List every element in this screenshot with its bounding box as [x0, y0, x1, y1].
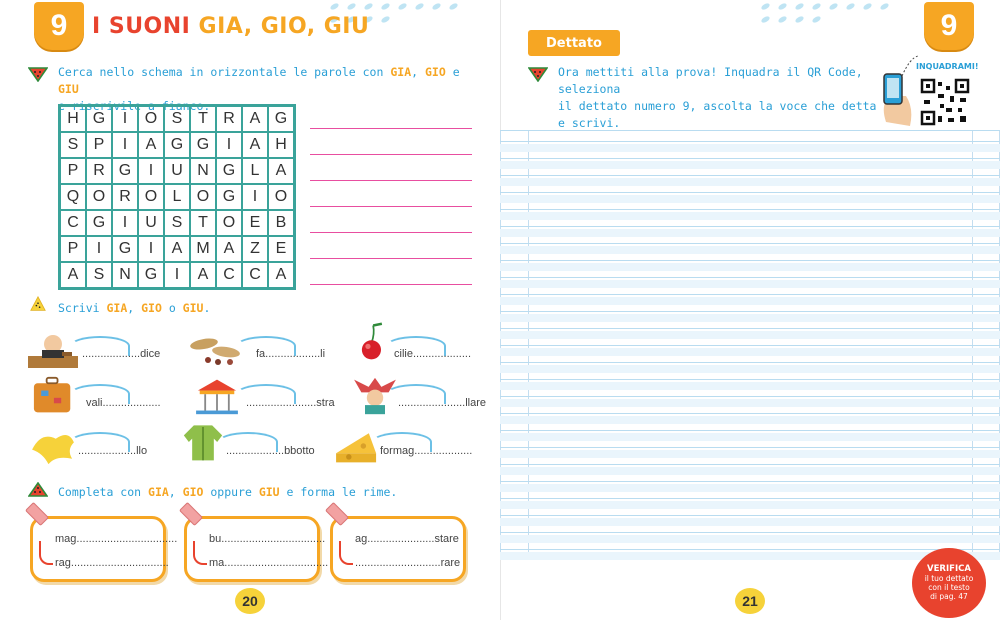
- grid-cell[interactable]: O: [268, 184, 294, 210]
- grid-cell[interactable]: I: [112, 106, 138, 132]
- ex1-text-a: Cerca nello schema in orizzontale le parole con: [58, 65, 391, 79]
- grid-cell[interactable]: C: [60, 210, 86, 236]
- word-search-grid: [58, 104, 296, 290]
- grid-cell[interactable]: I: [138, 158, 164, 184]
- fill-blank-5[interactable]: .......................stra: [246, 397, 335, 409]
- fill-blank-6[interactable]: ......................llare: [398, 397, 487, 409]
- rhyme-arrow: [193, 541, 207, 565]
- writing-band: [500, 331, 1000, 339]
- grid-cell[interactable]: R: [112, 184, 138, 210]
- rhyme-line-a[interactable]: ag......................stare: [355, 533, 459, 545]
- answer-line[interactable]: [310, 284, 472, 285]
- grid-cell[interactable]: L: [164, 184, 190, 210]
- answer-line[interactable]: [310, 154, 472, 155]
- writing-band: [500, 314, 1000, 322]
- rhyme-line-b[interactable]: ............................rare: [355, 557, 461, 569]
- rhyme-box-1: [30, 516, 178, 582]
- instructions-line-2: il dettato numero 9, ascolta la voce che detta e scrivi.: [558, 99, 877, 130]
- writing-band: [500, 263, 1000, 271]
- ex3-prefix: Completa con: [58, 485, 149, 499]
- watermelon-icon: [28, 66, 48, 82]
- fill-blank-9[interactable]: formag...................: [380, 445, 473, 457]
- fill-blank-4[interactable]: vali...................: [86, 397, 161, 409]
- grid-cell[interactable]: O: [190, 184, 216, 210]
- grid-cell[interactable]: A: [138, 132, 164, 158]
- fill-blank-8[interactable]: ...................bbotto: [226, 445, 315, 457]
- exercise-2-instructions: [58, 300, 210, 317]
- grid-cell[interactable]: I: [112, 210, 138, 236]
- ex3-k1: GIA: [148, 485, 169, 499]
- writing-band: [500, 246, 1000, 254]
- writing-line: [500, 362, 1000, 363]
- writing-line: [500, 430, 1000, 431]
- ex1-sep1: ,: [411, 65, 425, 79]
- writing-band: [500, 212, 1000, 220]
- grid-cell[interactable]: E: [268, 236, 294, 262]
- grid-cell[interactable]: R: [86, 158, 112, 184]
- grid-cell[interactable]: A: [242, 106, 268, 132]
- writing-line: [500, 379, 1000, 380]
- ex2-k3: GIU: [182, 301, 204, 315]
- rhyme-line-a[interactable]: bu..................................: [209, 533, 326, 545]
- grid-cell[interactable]: P: [60, 158, 86, 184]
- writing-band: [500, 535, 1000, 543]
- fill-blank-7[interactable]: ...................llo: [78, 445, 148, 457]
- grid-cell[interactable]: G: [112, 158, 138, 184]
- ex1-k1: GIA: [390, 65, 412, 79]
- grid-cell[interactable]: A: [268, 262, 294, 288]
- grid-cell[interactable]: B: [268, 210, 294, 236]
- grid-cell[interactable]: U: [138, 210, 164, 236]
- writing-line: [500, 294, 1000, 295]
- chapter-number-badge: 9: [34, 2, 84, 50]
- grid-cell[interactable]: N: [112, 262, 138, 288]
- grid-cell[interactable]: A: [242, 132, 268, 158]
- writing-line: [500, 209, 1000, 210]
- title-highlight: GIA, GIO, GIU: [198, 14, 370, 39]
- writing-band: [500, 433, 1000, 441]
- writing-band: [500, 229, 1000, 237]
- writing-line: [500, 277, 1000, 278]
- grid-cell[interactable]: G: [164, 132, 190, 158]
- grid-cell[interactable]: S: [164, 106, 190, 132]
- grid-cell[interactable]: P: [60, 236, 86, 262]
- writing-line: [500, 243, 1000, 244]
- grid-cell[interactable]: E: [242, 210, 268, 236]
- answer-line[interactable]: [310, 206, 472, 207]
- writing-band: [500, 382, 1000, 390]
- writing-line: [500, 481, 1000, 482]
- writing-line: [500, 328, 1000, 329]
- grid-cell[interactable]: A: [190, 262, 216, 288]
- grid-cell[interactable]: N: [190, 158, 216, 184]
- ex3-k3: GIU: [258, 485, 280, 499]
- grid-cell[interactable]: I: [138, 236, 164, 262]
- grid-cell[interactable]: Z: [242, 236, 268, 262]
- ex2-k2: GIO: [141, 301, 162, 315]
- writing-line: [500, 532, 1000, 533]
- grid-cell[interactable]: R: [216, 106, 242, 132]
- grid-cell[interactable]: I: [216, 132, 242, 158]
- ex3-suffix: e forma le rime.: [279, 485, 398, 499]
- rhyme-line-b[interactable]: rag................................: [55, 557, 169, 569]
- answer-line[interactable]: [310, 258, 472, 259]
- page-number: 20: [235, 588, 265, 614]
- page-number: 21: [735, 588, 765, 614]
- grid-cell[interactable]: G: [86, 106, 112, 132]
- title-prefix: I SUONI: [92, 14, 191, 39]
- grid-cell[interactable]: P: [86, 132, 112, 158]
- grid-cell[interactable]: G: [86, 210, 112, 236]
- verify-badge: [912, 548, 986, 618]
- writing-line: [500, 447, 1000, 448]
- instructions-line-1: Ora mettiti alla prova! Inquadra il QR Code, seleziona: [558, 65, 863, 96]
- ex1-line2: e riscrivile a fianco.: [58, 99, 211, 113]
- grid-cell[interactable]: C: [242, 262, 268, 288]
- beans-icon: [188, 330, 242, 370]
- grid-cell[interactable]: H: [268, 132, 294, 158]
- grid-cell[interactable]: H: [60, 106, 86, 132]
- grid-cell[interactable]: S: [164, 210, 190, 236]
- grid-cell[interactable]: G: [190, 132, 216, 158]
- watermelon-icon: [28, 482, 48, 498]
- qr-label: INQUADRAMI!: [916, 62, 979, 71]
- rhyme-line-a[interactable]: mag.................................: [55, 533, 178, 545]
- grid-cell[interactable]: A: [164, 236, 190, 262]
- writing-line: [500, 260, 1000, 261]
- grid-cell[interactable]: G: [216, 184, 242, 210]
- grid-cell[interactable]: I: [86, 236, 112, 262]
- writing-band: [500, 450, 1000, 458]
- grid-cell[interactable]: O: [138, 106, 164, 132]
- grid-cell[interactable]: A: [216, 236, 242, 262]
- answer-line[interactable]: [310, 128, 472, 129]
- grid-cell[interactable]: G: [216, 158, 242, 184]
- grid-cell[interactable]: I: [164, 262, 190, 288]
- grid-cell[interactable]: A: [60, 262, 86, 288]
- writing-band: [500, 178, 1000, 186]
- writing-band: [500, 416, 1000, 424]
- writing-line: [500, 311, 1000, 312]
- grid-cell[interactable]: G: [112, 236, 138, 262]
- answer-line[interactable]: [310, 232, 472, 233]
- writing-line: [500, 498, 1000, 499]
- qr-code-icon[interactable]: [920, 78, 970, 126]
- grid-cell[interactable]: C: [216, 262, 242, 288]
- ex2-sep2: o: [161, 301, 183, 315]
- ex3-sep1: ,: [168, 485, 183, 499]
- writing-line: [500, 141, 1000, 142]
- watermelon-icon: [528, 66, 548, 82]
- chapter-number-badge: 9: [924, 2, 974, 50]
- writing-line: [500, 158, 1000, 159]
- ex2-sep1: ,: [127, 301, 142, 315]
- rhyme-box-3: [330, 516, 466, 582]
- writing-line: [500, 464, 1000, 465]
- writing-band: [500, 297, 1000, 305]
- grid-cell[interactable]: T: [190, 106, 216, 132]
- grid-cell[interactable]: O: [216, 210, 242, 236]
- grid-cell[interactable]: S: [60, 132, 86, 158]
- writing-band: [500, 195, 1000, 203]
- rhyme-arrow: [339, 541, 353, 565]
- ex1-sep2: e: [445, 65, 460, 79]
- grid-cell[interactable]: G: [138, 262, 164, 288]
- grid-cell[interactable]: O: [86, 184, 112, 210]
- decorative-drops: [761, 4, 901, 22]
- fill-blank-3[interactable]: cilie...................: [394, 348, 472, 360]
- dictation-instructions: [558, 64, 878, 132]
- writing-band: [500, 518, 1000, 526]
- ex1-k3: GIU: [58, 82, 79, 96]
- writing-line: [500, 175, 1000, 176]
- ex2-k1: GIA: [106, 301, 128, 315]
- grid-cell[interactable]: U: [164, 158, 190, 184]
- ex3-k2: GIO: [182, 485, 204, 499]
- writing-band: [500, 144, 1000, 152]
- writing-line: [500, 549, 1000, 550]
- grid-cell[interactable]: I: [112, 132, 138, 158]
- dettato-tag: Dettato: [528, 30, 620, 56]
- exercise-3-instructions: [58, 484, 397, 501]
- grid-cell[interactable]: T: [190, 210, 216, 236]
- grid-cell[interactable]: O: [138, 184, 164, 210]
- lemon-slice-icon: [28, 296, 48, 312]
- chapter-title: [92, 14, 369, 39]
- verify-line-3: di pag. 47: [930, 592, 968, 601]
- writing-band: [500, 399, 1000, 407]
- writing-band: [500, 365, 1000, 373]
- grid-cell[interactable]: Q: [60, 184, 86, 210]
- fill-blank-2[interactable]: fa..................li: [256, 348, 326, 360]
- grid-cell[interactable]: M: [190, 236, 216, 262]
- dictation-writing-area[interactable]: [500, 130, 1000, 560]
- grid-cell[interactable]: I: [242, 184, 268, 210]
- rhyme-box-2: [184, 516, 329, 582]
- writing-line: [500, 226, 1000, 227]
- writing-line: [500, 345, 1000, 346]
- answer-line[interactable]: [310, 180, 472, 181]
- verify-line-1: il tuo dettato: [924, 574, 974, 583]
- ex2-suffix: .: [203, 301, 211, 315]
- writing-line: [500, 192, 1000, 193]
- fill-blank-1[interactable]: ...................dice: [82, 348, 161, 360]
- writing-line: [500, 396, 1000, 397]
- grid-cell[interactable]: G: [268, 106, 294, 132]
- writing-band: [500, 280, 1000, 288]
- ex1-k2: GIO: [424, 65, 446, 79]
- grid-cell[interactable]: S: [86, 262, 112, 288]
- ex2-prefix: Scrivi: [58, 301, 107, 315]
- rhyme-line-b[interactable]: ma..................................: [209, 557, 329, 569]
- writing-band: [500, 348, 1000, 356]
- verify-line-2: con il testo: [928, 583, 970, 592]
- verify-title: VERIFICA: [927, 564, 971, 574]
- writing-line: [500, 515, 1000, 516]
- ex3-sep2: oppure: [203, 485, 259, 499]
- writing-band: [500, 501, 1000, 509]
- writing-band: [500, 484, 1000, 492]
- writing-line: [500, 413, 1000, 414]
- writing-band: [500, 467, 1000, 475]
- rhyme-arrow: [39, 541, 53, 565]
- writing-band: [500, 161, 1000, 169]
- grid-cell[interactable]: A: [268, 158, 294, 184]
- grid-cell[interactable]: L: [242, 158, 268, 184]
